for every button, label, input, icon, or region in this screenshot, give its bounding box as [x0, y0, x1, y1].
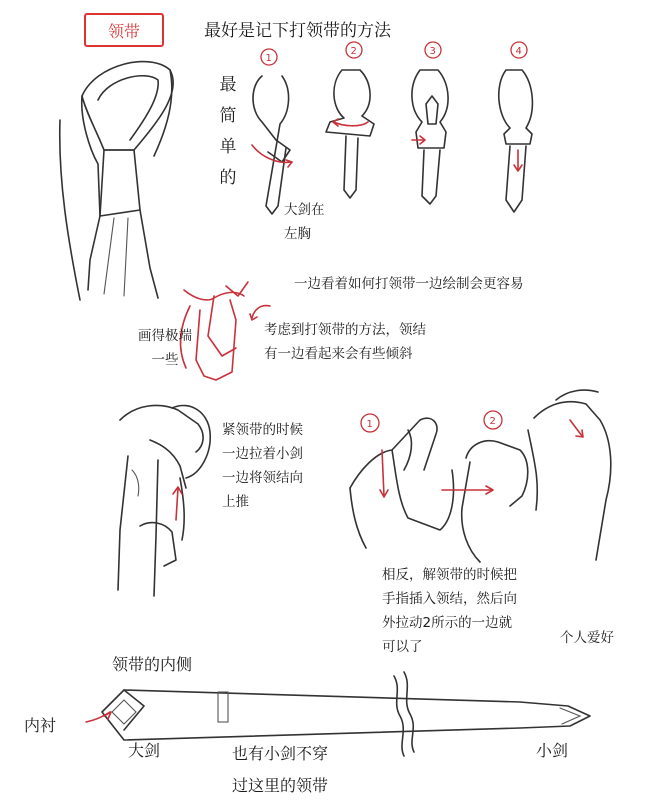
label-lining: 内衬 — [24, 716, 57, 735]
svg-text:2: 2 — [489, 416, 496, 427]
note-personal-preference: 个人爱好 — [560, 630, 614, 646]
note-exaggerate: 画得极端 一些 — [138, 328, 192, 368]
collar-tie-illustration — [60, 62, 173, 300]
knot-step-drawings — [252, 42, 532, 214]
note-knot-tilt: 考虑到打领带的方法，领结 有一边看起来会有些倾斜 — [264, 322, 426, 362]
svg-text:2: 2 — [350, 46, 357, 57]
label-wide-blade: 大剑 — [128, 741, 161, 760]
hands-tighten-drawing — [118, 405, 210, 596]
knot-exaggerated-drawing — [180, 282, 270, 380]
note-watch-while-drawing: 一边看着如何打领带一边绘制会更容易 — [294, 276, 524, 292]
svg-text:1: 1 — [366, 419, 373, 430]
side-vertical-note: 最 简 单 的 — [219, 75, 237, 188]
svg-text:1: 1 — [265, 53, 272, 64]
hands-loosen-drawing — [350, 390, 611, 562]
note-wide-blade-left: 大剑在 左胸 — [284, 202, 325, 242]
page-title: 最好是记下打领带的方法 — [204, 21, 391, 41]
label-keeper-loop: 也有小剑不穿 过这里的领带 — [232, 744, 329, 795]
svg-text:3: 3 — [429, 46, 436, 57]
inner-side-title: 领带的内侧 — [112, 655, 193, 674]
svg-text:4: 4 — [515, 46, 522, 57]
label-narrow-blade: 小剑 — [536, 741, 569, 760]
note-tighten: 紧领带的时候 一边拉着小剑 一边将领结向 上推 — [222, 422, 303, 510]
tie-inner-side-drawing — [86, 672, 590, 756]
note-loosen: 相反，解领带的时候把 手指插入领结，然后向 外拉动2所示的一边就 可以了 — [382, 567, 517, 655]
section-label-tie: 领带 — [84, 13, 164, 47]
